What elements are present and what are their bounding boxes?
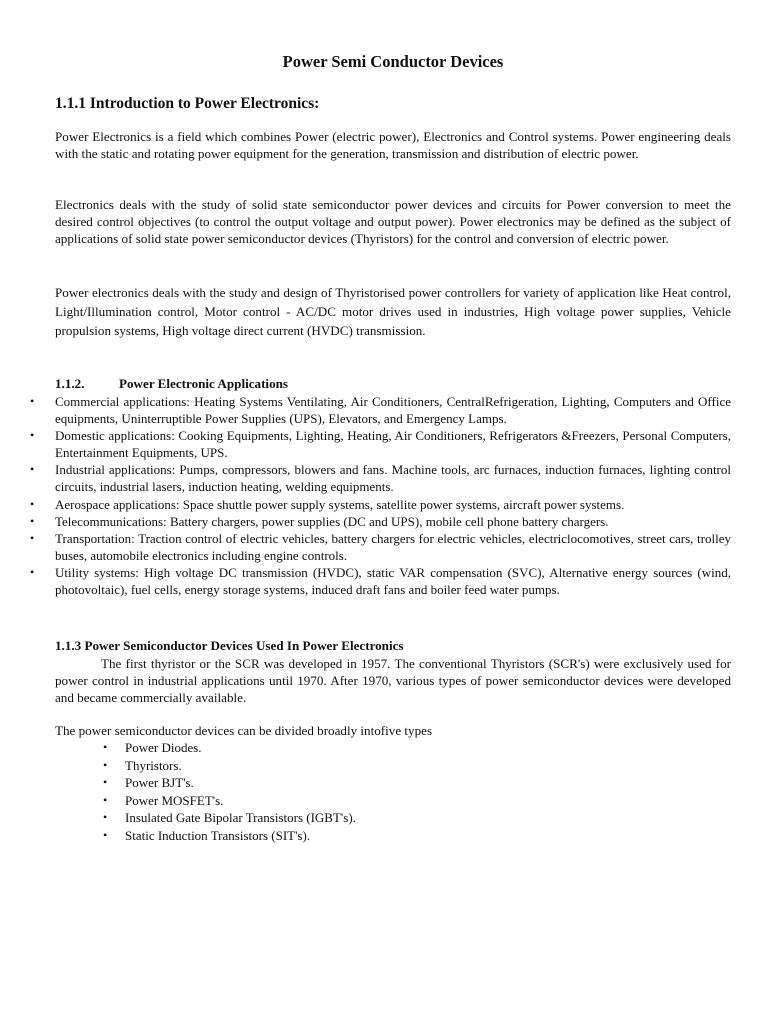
list-item: • Telecommunications: Battery chargers, power supplies (DC and UPS), mobile cell phone battery chargers.	[30, 513, 609, 529]
bullet-icon: •	[103, 827, 108, 842]
list-item: • Transportation: Traction control of electric vehicles, battery chargers for electric vehicles, electriclocomotives, street cars, trolley buses, automobile electronics including engine controls.	[30, 530, 731, 563]
intro-paragraph-3: Power electronics deals with the study and design of Thyristorised power controllers for variety of application like Heat control, Light/Illumination control, Motor control - AC/DC motor drives used in industries, High voltage power supplies, Vehicle propulsion systems, High voltage direct current (HVDC) transmission.	[55, 285, 731, 338]
intro-paragraph-1: Power Electronics is a field which combines Power (electric power), Electronics and Control systems. Power engineering deals with the static and rotating power equipment for the generation, transmission and distribution of electric power.	[55, 129, 731, 162]
devices-heading: 1.1.3 Power Semiconductor Devices Used In Power Electronics	[55, 638, 404, 653]
applications-heading-number: 1.1.2.	[55, 376, 85, 391]
list-item: • Power MOSFET's.	[103, 792, 224, 808]
bullet-icon: •	[103, 740, 108, 754]
list-item: • Power BJT's.	[103, 775, 194, 791]
list-item: • Thyristors.	[103, 757, 182, 773]
bullet-icon: •	[30, 564, 35, 579]
list-item: • Static Induction Transistors (SIT's).	[103, 827, 311, 843]
intro-heading: 1.1.1 Introduction to Power Electronics:	[55, 95, 320, 112]
document-title: Power Semi Conductor Devices	[282, 52, 504, 71]
bullet-icon: •	[30, 513, 35, 528]
bullet-icon: •	[30, 530, 35, 545]
list-item: • Aerospace applications: Space shuttle power supply systems, satellite power systems, aircraft power systems.	[30, 496, 625, 512]
device-types-list	[103, 739, 356, 845]
bullet-icon: •	[30, 496, 35, 511]
applications-heading-title: Power Electronic Applications	[119, 376, 288, 391]
bullet-icon: •	[30, 462, 35, 477]
list-item: • Commercial applications: Heating Systems Ventilating, Air Conditioners, CentralRefrigeration, Lighting, Computers and Office equipments, Uninterruptible Power Supplies (UPS), Elevators, and Emergency Lamps.	[30, 394, 731, 427]
list-item: • Industrial applications: Pumps, compressors, blowers and fans. Machine tools, arc furnaces, induction furnaces, lighting control circuits, industrial lasers, induction heating, welding equipments.	[30, 462, 731, 495]
bullet-icon: •	[103, 792, 108, 807]
bullet-icon: •	[103, 810, 108, 825]
list-item: • Insulated Gate Bipolar Transistors (IGBT's).	[103, 810, 356, 826]
intro-paragraph-2: Electronics deals with the study of solid state semiconductor power devices and circuits for Power conversion to meet the desired control objectives (to control the output voltage and output power). Power electronics may be defined as the subject of applications of solid state power semiconductor devices (Thyristors) for the control and conversion of electric power.	[55, 197, 731, 247]
bullet-icon: •	[30, 394, 35, 408]
applications-list	[30, 393, 731, 598]
bullet-icon: •	[103, 775, 108, 790]
list-item: • Utility systems: High voltage DC transmission (HVDC), static VAR compensation (SVC), Alternative energy sources (wind, photovoltaic), fuel cells, energy storage systems, induced draft fans and boiler feed water pumps.	[30, 564, 731, 598]
list-item: • Domestic applications: Cooking Equipments, Lighting, Heating, Air Conditioners, Refrigerators &Freezers, Personal Computers, Entertainment Equipments, UPS.	[30, 428, 731, 461]
bullet-icon: •	[103, 757, 108, 772]
bullet-icon: •	[30, 428, 35, 443]
list-item: • Power Diodes.	[103, 740, 202, 755]
devices-paragraph-2: The power semiconductor devices can be divided broadly intofive types	[55, 723, 433, 738]
applications-heading	[55, 376, 288, 392]
devices-paragraph-1: The first thyristor or the SCR was developed in 1957. The conventional Thyristors (SCR's) were exclusively used for power control in industrial applications until 1970. After 1970, various types of power semiconductor devices were developed and became commercially available.	[55, 656, 731, 706]
